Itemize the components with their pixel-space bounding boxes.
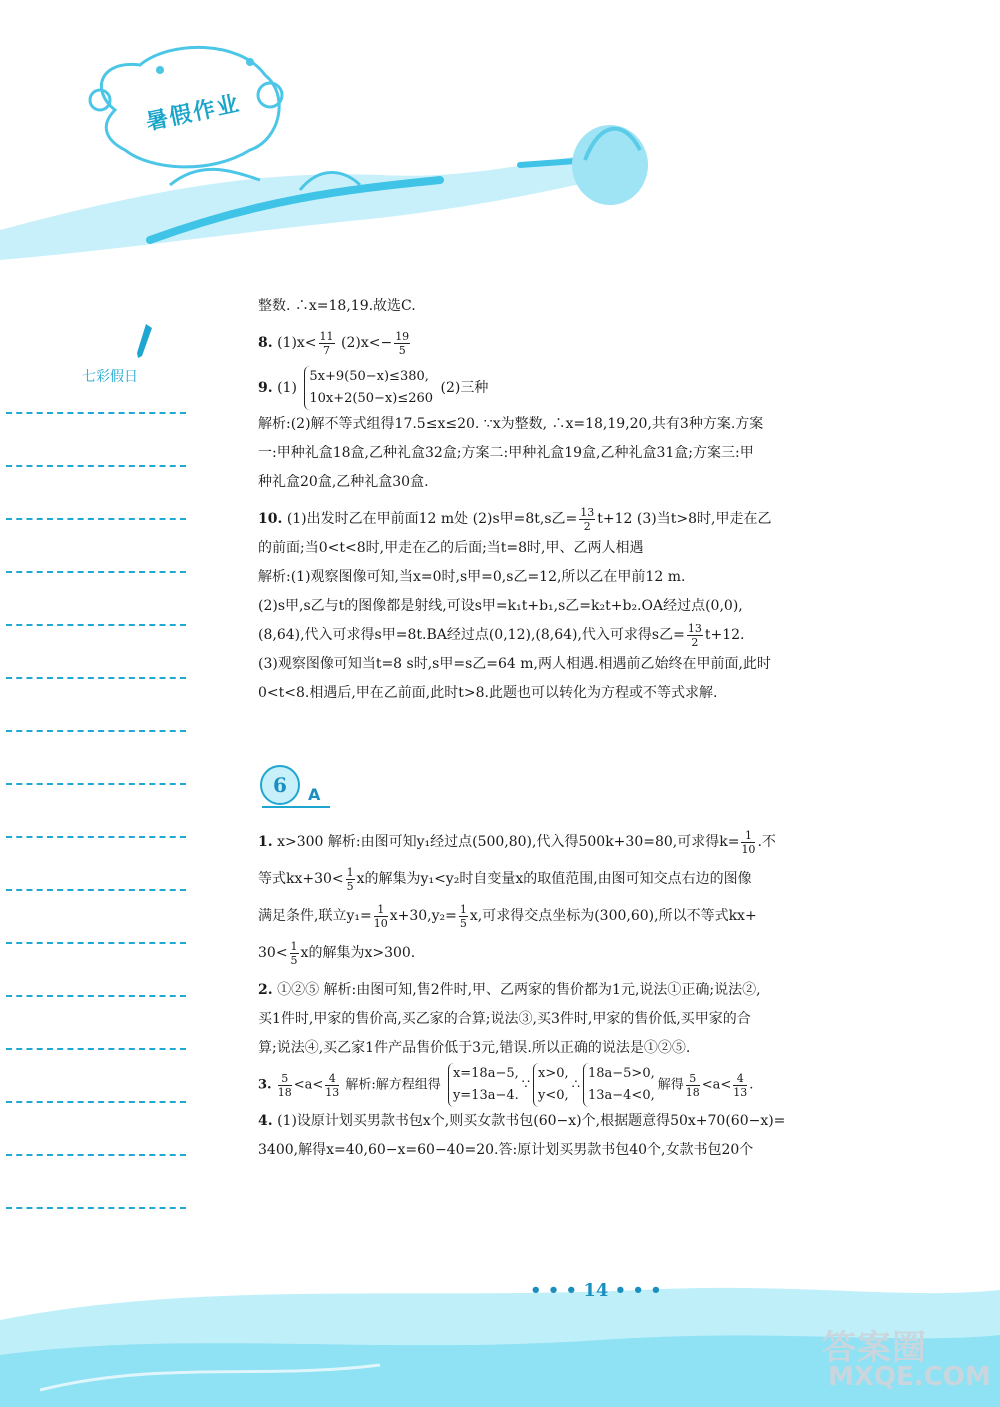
fraction: $\frac{5}{18}$ [277,1071,292,1099]
answer-1: 1. x>300 解析:由图可知y₁经过点(500,80),代入得500k+30=80,可求得k= $\frac{1}{10}$ .不 [258,828,776,856]
sidebar-label: 七彩假日 [82,369,138,385]
text-line: 买1件时,甲家的售价高,买乙家的合算;说法③,买3件时,甲家的售价低,买甲家的合 [258,1011,751,1027]
answer-line [6,571,186,573]
answer-8: 8. (1)x< $\frac{11}{7}$ (2)x<− $\frac{19}{5}$ [258,329,410,357]
answer-4: 4. (1)设原计划买男款书包x个,则买女款书包(60−x)个,根据题意得50x+70(60−x)= [258,1113,786,1129]
answer-line [6,1101,186,1103]
answer-2: 2. ①②⑤ 解析:由图可知,售2件时,甲、乙两家的售价都为1元,说法①正确;说法②, [258,982,761,998]
text-line: 解析:(1)观察图像可知,当x=0时,s甲=0,s乙=12,所以乙在甲前12 m. [258,569,686,585]
answer-content-bottom [258,828,888,1165]
answer-line [6,995,186,997]
watermark-logo: 答案圈 [822,1328,927,1368]
section-badge [258,760,338,810]
answer-line [6,889,186,891]
text-line: 整数. ∴x=18,19.故选C. [258,298,416,314]
header-title: 暑假作业 [143,91,243,136]
page-number: • • • 14 • • • [530,1280,662,1301]
fraction: $\frac{1}{10}$ [741,828,756,856]
text-line: 3400,解得x=40,60−x=60−40=20.答:原计划买男款书包40个,女款书包20个 [258,1142,754,1158]
answer-line [6,942,186,944]
text-line: 种礼盒20盒,乙种礼盒30盒. [258,474,429,490]
text-line: (3)观察图像可知当t=8 s时,s甲=s乙=64 m,两人相遇.相遇前乙始终在甲前面,此时 [258,656,771,672]
answer-9: 9. (1) 5x+9(50−x)≤380, 10x+2(50−x)≤260 (2)三种 [258,366,888,410]
text-line: 解析:(2)解不等式组得17.5≤x≤20. ∵x为整数, ∴x=18,19,20,共有3种方案.方案 [258,416,764,432]
fraction: $\frac{4}{13}$ [325,1071,340,1099]
answer-line [6,1154,186,1156]
answer-line [6,1207,186,1209]
text-line: 一:甲种礼盒18盒,乙种礼盒32盒;方案二:甲种礼盒19盒,乙种礼盒31盒;方案三:甲 [258,445,754,461]
fraction: $\frac{1}{10}$ [373,902,388,930]
equation-system: 5x+9(50−x)≤380, 10x+2(50−x)≤260 [304,366,433,410]
answer-line [6,677,186,679]
pen-icon [134,322,154,362]
answer-line [6,412,186,414]
fraction: $\frac{1}{5}$ [346,865,354,893]
text-line: (8,64),代入可求得s甲=8t.BA经过点(0,12),(8,64),代入可求得s乙= $\frac{13}{2}$ t+12. [258,621,745,649]
watermark-url: MXQE.COM [828,1362,991,1392]
answer-3: 3. $\frac{5}{18}$ <a< $\frac{4}{13}$ 解析:解方程组得 x=18a−5, y=13a−4. ∵ x>0, y<0, ∴ 18a−5>0, 13a−4<0, 解得 $\frac{5}{18}$ <a< $\frac{4}{13}$ . [258,1063,888,1107]
section-number: 6 [273,773,287,797]
fraction: $\frac{13}{2}$ [580,505,595,533]
answer-line [6,518,186,520]
answer-line [6,624,186,626]
fraction: $\frac{5}{18}$ [685,1071,700,1099]
text-line: 满足条件,联立y₁= $\frac{1}{10}$ x+30,y₂= $\frac{1}{5}$ x,可求得交点坐标为(300,60),所以不等式kx+ [258,902,757,930]
answer-content-top [258,292,888,708]
answer-line [6,730,186,732]
fraction: $\frac{4}{13}$ [733,1071,748,1099]
section-letter: A [308,785,321,804]
text-line: 算;说法④,买乙家1件产品售价低于3元,错误.所以正确的说法是①②⑤. [258,1040,691,1056]
fraction: $\frac{19}{5}$ [395,329,410,357]
answer-line [6,1048,186,1050]
fraction: $\frac{13}{2}$ [687,621,702,649]
answer-line [6,783,186,785]
text-line: 0<t<8.相遇后,甲在乙前面,此时t>8.此题也可以转化为方程或不等式求解. [258,685,718,701]
equation-system: x=18a−5, y=13a−4. [448,1063,519,1107]
equation-system: 18a−5>0, 13a−4<0, [583,1063,655,1107]
answer-line [6,836,186,838]
fraction: $\frac{1}{5}$ [290,939,298,967]
text-line: (2)s甲,s乙与t的图像都是射线,可设s甲=k₁t+b₁,s乙=k₂t+b₂.OA经过点(0,0), [258,598,743,614]
fraction: $\frac{1}{5}$ [459,902,467,930]
text-line: 等式kx+30< $\frac{1}{5}$ x的解集为y₁<y₂时自变量x的取值范围,由图可知交点右边的图像 [258,865,752,893]
text-line: 30< $\frac{1}{5}$ x的解集为x>300. [258,939,416,967]
equation-system: x>0, y<0, [533,1063,569,1107]
answer-line [6,465,186,467]
answer-10: 10. (1)出发时乙在甲前面12 m处 (2)s甲=8t,s乙= $\frac{13}{2}$ t+12 (3)当t>8时,甲走在乙 [258,505,772,533]
fraction: $\frac{11}{7}$ [319,329,334,357]
text-line: 的前面;当0<t<8时,甲走在乙的后面;当t=8时,甲、乙两人相遇 [258,540,644,556]
